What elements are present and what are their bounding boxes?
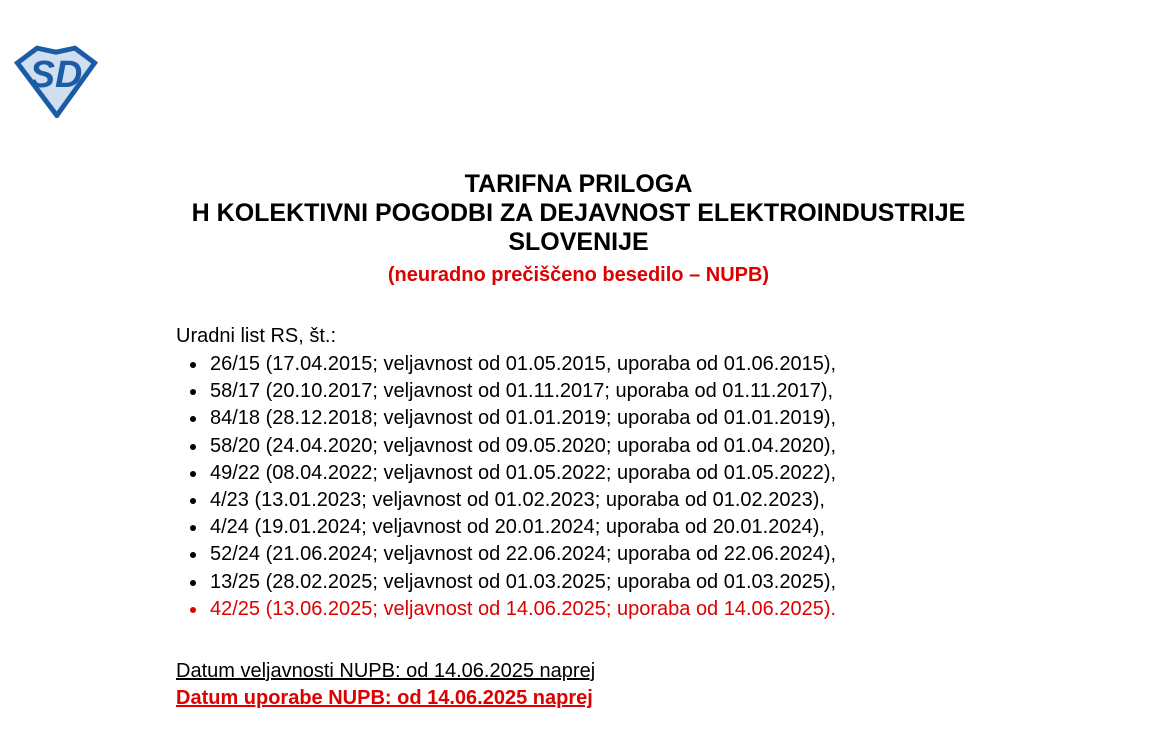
gazette-list-item: • 13/25 (28.02.2025; veljavnost od 01.03.2025; uporaba od 01.03.2025), (208, 569, 836, 596)
title-line-2: H KOLEKTIVNI POGODBI ZA DEJAVNOST ELEKTROINDUSTRIJE (191, 199, 966, 227)
gazette-list-item-current: • 42/25 (13.06.2025; veljavnost od 14.06.2025; uporaba od 14.06.2025). (208, 596, 836, 623)
gazette-list-item: • 58/17 (20.10.2017; veljavnost od 01.11.2017; uporaba od 01.11.2017), (208, 378, 836, 405)
gazette-list-item: • 84/18 (28.12.2018; veljavnost od 01.01.2019; uporaba od 01.01.2019), (208, 405, 836, 432)
nupb-validity-date: Datum veljavnosti NUPB: od 14.06.2025 naprej (176, 660, 596, 683)
nupb-dates-block (176, 658, 836, 712)
gazette-list-item: • 26/15 (17.04.2015; veljavnost od 01.05.2015, uporaba od 01.06.2015), (208, 351, 836, 378)
logo-letters: SD (29, 53, 83, 96)
title-line-1: TARIFNA PRILOGA (464, 170, 693, 198)
nupb-usage-date: Datum uporabe NUPB: od 14.06.2025 naprej (176, 687, 593, 710)
sd-shield-logo-icon (13, 44, 99, 118)
gazette-list-item: • 58/20 (24.04.2020; veljavnost od 09.05.2020; uporaba od 01.04.2020), (208, 433, 836, 460)
gazette-list (176, 351, 836, 623)
body-content (176, 323, 836, 712)
gazette-list-item: • 4/24 (19.01.2024; veljavnost od 20.01.2024; uporaba od 20.01.2024), (208, 514, 836, 541)
subtitle-nupb: (neuradno prečiščeno besedilo – NUPB) (387, 264, 770, 286)
gazette-list-item: • 52/24 (21.06.2024; veljavnost od 22.06.2024; uporaba od 22.06.2024), (208, 541, 836, 568)
gazette-list-header: Uradni list RS, št.: (176, 325, 337, 347)
title-block (0, 170, 1157, 287)
title-line-3: SLOVENIJE (508, 228, 649, 256)
sd-shield-logo (13, 44, 99, 118)
gazette-list-item: • 4/23 (13.01.2023; veljavnost od 01.02.2023; uporaba od 01.02.2023), (208, 487, 836, 514)
gazette-list-item: • 49/22 (08.04.2022; veljavnost od 01.05.2022; uporaba od 01.05.2022), (208, 460, 836, 487)
